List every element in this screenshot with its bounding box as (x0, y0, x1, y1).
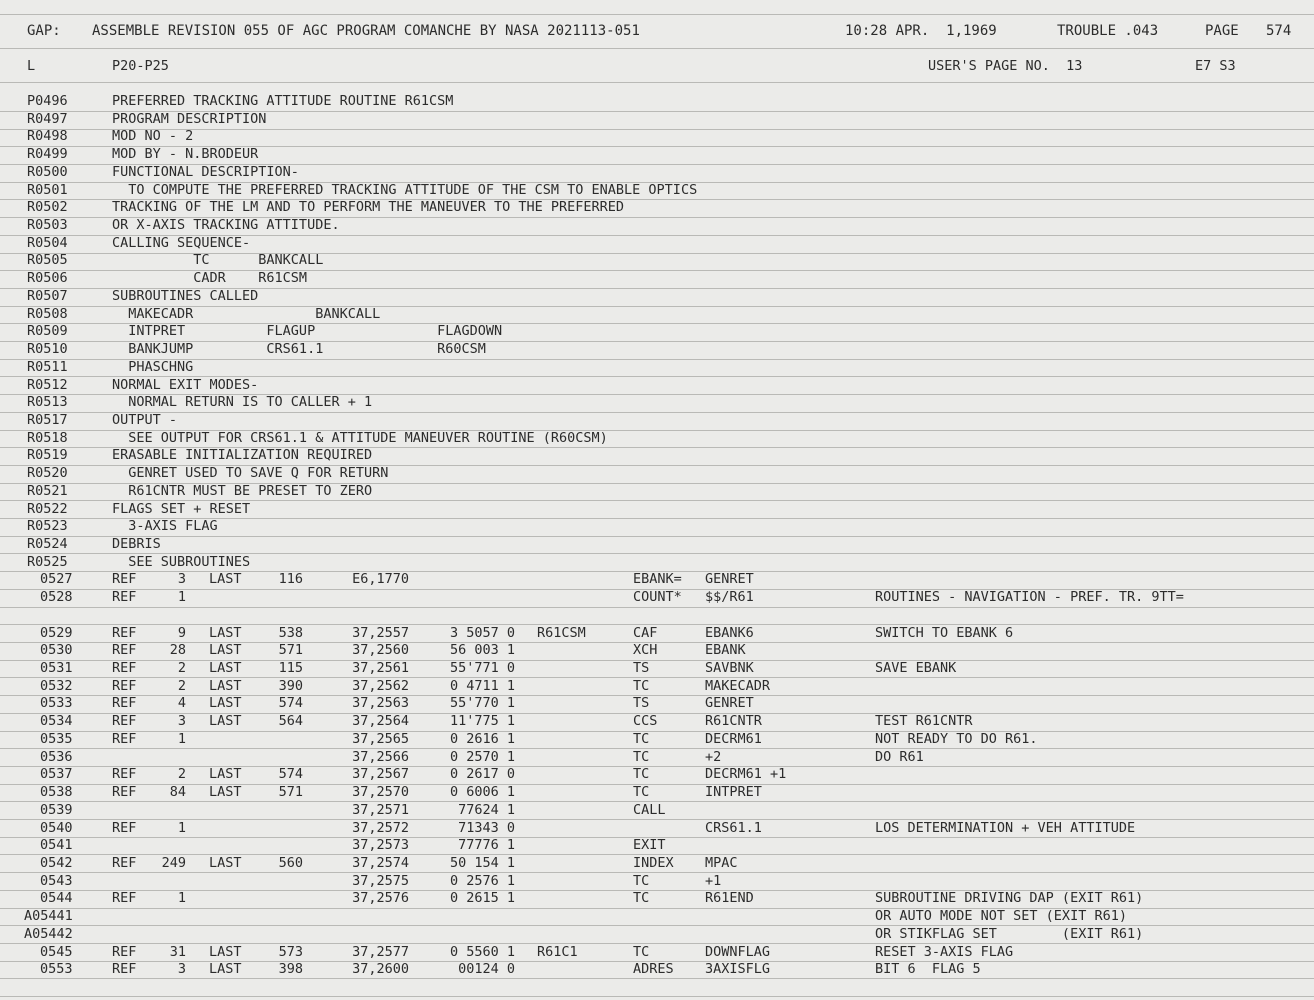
description-line (0, 216, 1314, 234)
label: R61CSM (537, 624, 586, 641)
object-code: 00124 0 (458, 961, 515, 978)
line-number: R0523 (27, 518, 68, 535)
line-number: 0534 (40, 713, 73, 730)
comment: OR STIKFLAG SET (EXIT R61) (875, 925, 1144, 942)
code-line (0, 872, 1314, 890)
address: 37,2565 (352, 730, 409, 747)
line-text: CADR R61CSM (112, 270, 308, 287)
last-line: 574 (278, 766, 303, 783)
line-number: R0524 (27, 536, 68, 552)
ref-count: 3 (177, 571, 186, 588)
subheader-section: P20-P25 (112, 58, 169, 74)
line-number: R0506 (27, 270, 68, 287)
address: 37,2572 (352, 819, 409, 836)
operand: GENRET (705, 571, 754, 588)
code-line (0, 641, 1314, 659)
last-keyword: LAST (209, 695, 242, 712)
operand: DECRM61 +1 (705, 766, 787, 783)
comment: SWITCH TO EBANK 6 (875, 624, 1014, 641)
ruled-line (0, 14, 1314, 15)
opcode: TC (633, 890, 650, 907)
ref-count: 28 (169, 642, 186, 659)
operand: DOWNFLAG (705, 943, 771, 960)
code-line (0, 588, 1314, 606)
code-line (0, 765, 1314, 783)
description-line (0, 517, 1314, 535)
address: 37,2562 (352, 677, 409, 694)
ref-count: 9 (177, 624, 186, 641)
ref-keyword: REF (112, 854, 137, 871)
line-number: 0538 (40, 784, 73, 801)
opcode: TC (633, 748, 650, 765)
description-line (0, 305, 1314, 323)
operand: +2 (705, 748, 722, 765)
line-text: TC BANKCALL (112, 252, 324, 269)
ruled-line (0, 996, 1314, 997)
comment: OR AUTO MODE NOT SET (EXIT R61) (875, 908, 1127, 925)
opcode: INDEX (633, 854, 674, 871)
description-line (0, 163, 1314, 181)
ref-keyword: REF (112, 642, 137, 659)
line-number: R0508 (27, 305, 68, 322)
ref-keyword: REF (112, 784, 137, 801)
code-line (0, 960, 1314, 978)
ruled-line (0, 607, 1314, 608)
line-number: A05442 (24, 925, 73, 942)
header-page-number: 574 (1266, 23, 1292, 39)
description-line (0, 234, 1314, 252)
last-keyword: LAST (209, 713, 242, 730)
last-keyword: LAST (209, 624, 242, 641)
object-code: 55'770 1 (449, 695, 515, 712)
code-line (0, 677, 1314, 695)
line-number: R0507 (27, 287, 68, 304)
last-keyword: LAST (209, 571, 242, 588)
code-line (0, 694, 1314, 712)
code-line (0, 659, 1314, 677)
code-line (0, 783, 1314, 801)
opcode: CALL (633, 801, 666, 818)
comment: ROUTINES - NAVIGATION - PREF. TR. 9TT= (875, 589, 1184, 606)
last-line: 560 (278, 854, 303, 871)
ref-keyword: REF (112, 571, 137, 588)
line-number: R0522 (27, 500, 68, 517)
line-number: 0532 (40, 677, 73, 694)
description-line (0, 535, 1314, 553)
ref-count: 2 (177, 677, 186, 694)
comment: BIT 6 FLAG 5 (875, 961, 981, 978)
object-code: 0 2576 1 (449, 872, 515, 889)
object-code: 50 154 1 (449, 854, 515, 871)
last-line: 115 (278, 660, 303, 677)
line-text: PROGRAM DESCRIPTION (112, 110, 267, 127)
line-number: R0521 (27, 482, 68, 499)
operand: DECRM61 (705, 730, 762, 747)
description-line (0, 251, 1314, 269)
description-line (0, 198, 1314, 216)
line-text: R61CNTR MUST BE PRESET TO ZERO (112, 482, 373, 499)
opcode: TC (633, 766, 650, 783)
line-number: R0504 (27, 234, 68, 251)
page-header (0, 22, 1314, 40)
opcode: TC (633, 943, 650, 960)
opcode: TC (633, 784, 650, 801)
line-number: R0510 (27, 341, 68, 358)
line-text: BANKJUMP CRS61.1 R60CSM (112, 341, 486, 358)
ref-count: 249 (161, 854, 186, 871)
code-line (0, 712, 1314, 730)
line-number: R0512 (27, 376, 68, 393)
line-number: 0541 (40, 837, 73, 854)
address: E6,1770 (352, 571, 409, 588)
operand: SAVBNK (705, 660, 754, 677)
line-number: P0496 (27, 93, 68, 109)
line-text: TRACKING OF THE LM AND TO PERFORM THE MANEUVER TO THE PREFERRED (112, 199, 625, 216)
address: 37,2561 (352, 660, 409, 677)
page-subheader (0, 57, 1314, 75)
ruled-line (0, 82, 1314, 83)
ref-count: 1 (177, 730, 186, 747)
line-number: R0517 (27, 411, 68, 428)
address: 37,2566 (352, 748, 409, 765)
line-number: 0527 (40, 571, 73, 588)
ref-keyword: REF (112, 819, 137, 836)
line-text: OR X-AXIS TRACKING ATTITUDE. (112, 217, 340, 234)
line-number: R0509 (27, 323, 68, 340)
comment: LOS DETERMINATION + VEH ATTITUDE (875, 819, 1136, 836)
object-code: 0 2615 1 (449, 890, 515, 907)
line-number: A05441 (24, 908, 73, 925)
description-line (0, 181, 1314, 199)
line-text: MAKECADR BANKCALL (112, 305, 381, 322)
code-line (0, 925, 1314, 943)
line-text: FUNCTIONAL DESCRIPTION- (112, 163, 299, 180)
ref-keyword: REF (112, 660, 137, 677)
object-code: 71343 0 (458, 819, 515, 836)
operand: INTPRET (705, 784, 762, 801)
opcode: EBANK= (633, 571, 682, 588)
opcode: ADRES (633, 961, 674, 978)
line-text: SEE SUBROUTINES (112, 553, 251, 570)
operand: +1 (705, 872, 722, 889)
line-number: 0528 (40, 589, 73, 606)
opcode: TS (633, 695, 650, 712)
object-code: 55'771 0 (449, 660, 515, 677)
address: 37,2560 (352, 642, 409, 659)
line-text: OUTPUT - (112, 411, 178, 428)
object-code: 77624 1 (458, 801, 515, 818)
last-keyword: LAST (209, 642, 242, 659)
object-code: 0 4711 1 (449, 677, 515, 694)
description-line (0, 553, 1314, 571)
object-code: 3 5057 0 (449, 624, 515, 641)
last-line: 573 (278, 943, 303, 960)
opcode: XCH (633, 642, 658, 659)
ref-keyword: REF (112, 695, 137, 712)
line-text: TO COMPUTE THE PREFERRED TRACKING ATTITUDE OF THE CSM TO ENABLE OPTICS (112, 181, 698, 198)
operand: EBANK6 (705, 624, 754, 641)
ref-count: 3 (177, 713, 186, 730)
operand: MAKECADR (705, 677, 771, 694)
ruled-line (0, 48, 1314, 49)
operand: 3AXISFLG (705, 961, 771, 978)
opcode: TC (633, 872, 650, 889)
line-text: DEBRIS (112, 536, 161, 552)
comment: NOT READY TO DO R61. (875, 730, 1038, 747)
ref-keyword: REF (112, 624, 137, 641)
line-text: ERASABLE INITIALIZATION REQUIRED (112, 447, 373, 464)
line-number: R0502 (27, 199, 68, 216)
description-line (0, 287, 1314, 305)
comment: DO R61 (875, 748, 924, 765)
address: 37,2570 (352, 784, 409, 801)
line-number: 0533 (40, 695, 73, 712)
ref-count: 1 (177, 890, 186, 907)
line-number: R0497 (27, 110, 68, 127)
address: 37,2567 (352, 766, 409, 783)
header-datetime: 10:28 APR. 1,1969 (845, 23, 997, 39)
opcode: CAF (633, 624, 658, 641)
description-line (0, 127, 1314, 145)
description-line (0, 482, 1314, 500)
line-number: R0513 (27, 394, 68, 411)
opcode: TC (633, 677, 650, 694)
line-number: 0531 (40, 660, 73, 677)
description-line (0, 446, 1314, 464)
code-line (0, 854, 1314, 872)
last-line: 538 (278, 624, 303, 641)
comment: TEST R61CNTR (875, 713, 973, 730)
ref-keyword: REF (112, 766, 137, 783)
description-line (0, 92, 1314, 110)
comment: SAVE EBANK (875, 660, 957, 677)
line-text: INTPRET FLAGUP FLAGDOWN (112, 323, 503, 340)
object-code: 0 2617 0 (449, 766, 515, 783)
operand: CRS61.1 (705, 819, 762, 836)
last-line: 390 (278, 677, 303, 694)
description-line (0, 340, 1314, 358)
last-keyword: LAST (209, 854, 242, 871)
code-line (0, 889, 1314, 907)
line-text: PREFERRED TRACKING ATTITUDE ROUTINE R61CSM (112, 93, 454, 109)
last-keyword: LAST (209, 784, 242, 801)
comment: SUBROUTINE DRIVING DAP (EXIT R61) (875, 890, 1144, 907)
object-code: 0 5560 1 (449, 943, 515, 960)
description-line (0, 411, 1314, 429)
line-text: SEE OUTPUT FOR CRS61.1 & ATTITUDE MANEUVER ROUTINE (R60CSM) (112, 429, 608, 446)
description-line (0, 393, 1314, 411)
header-trouble: TROUBLE .043 (1057, 23, 1159, 39)
operand: EBANK (705, 642, 746, 659)
ref-count: 2 (177, 660, 186, 677)
address: 37,2577 (352, 943, 409, 960)
code-line (0, 730, 1314, 748)
line-number: R0498 (27, 128, 68, 145)
line-text: NORMAL RETURN IS TO CALLER + 1 (112, 394, 373, 411)
ref-count: 1 (177, 819, 186, 836)
operand: $$/R61 (705, 589, 754, 606)
description-line (0, 464, 1314, 482)
address: 37,2600 (352, 961, 409, 978)
line-text: MOD BY - N.BRODEUR (112, 146, 259, 163)
line-number: 0545 (40, 943, 73, 960)
line-number: 0529 (40, 624, 73, 641)
last-line: 116 (278, 571, 303, 588)
line-number: R0500 (27, 163, 68, 180)
line-number: R0518 (27, 429, 68, 446)
line-text: 3-AXIS FLAG (112, 518, 218, 535)
ref-keyword: REF (112, 943, 137, 960)
code-line (0, 570, 1314, 588)
subheader-code: E7 S3 (1195, 58, 1236, 74)
ref-keyword: REF (112, 730, 137, 747)
description-line (0, 322, 1314, 340)
line-text: FLAGS SET + RESET (112, 500, 251, 517)
last-keyword: LAST (209, 961, 242, 978)
line-number: 0535 (40, 730, 73, 747)
line-number: R0525 (27, 553, 68, 570)
ref-keyword: REF (112, 677, 137, 694)
line-number: R0503 (27, 217, 68, 234)
line-number: 0544 (40, 890, 73, 907)
last-line: 564 (278, 713, 303, 730)
description-line (0, 110, 1314, 128)
last-keyword: LAST (209, 943, 242, 960)
address: 37,2557 (352, 624, 409, 641)
address: 37,2574 (352, 854, 409, 871)
operand: R61CNTR (705, 713, 762, 730)
last-keyword: LAST (209, 677, 242, 694)
line-number: 0543 (40, 872, 73, 889)
code-line (0, 907, 1314, 925)
opcode: EXIT (633, 837, 666, 854)
line-text: CALLING SEQUENCE- (112, 234, 251, 251)
line-number: R0519 (27, 447, 68, 464)
address: 37,2571 (352, 801, 409, 818)
label: R61C1 (537, 943, 578, 960)
description-line (0, 269, 1314, 287)
code-line (0, 819, 1314, 837)
line-number: 0530 (40, 642, 73, 659)
opcode: COUNT* (633, 589, 682, 606)
comment: RESET 3-AXIS FLAG (875, 943, 1014, 960)
last-line: 398 (278, 961, 303, 978)
line-number: R0520 (27, 465, 68, 482)
ref-keyword: REF (112, 961, 137, 978)
address: 37,2563 (352, 695, 409, 712)
ref-count: 2 (177, 766, 186, 783)
header-title: ASSEMBLE REVISION 055 OF AGC PROGRAM COMANCHE BY NASA 2021113-051 (92, 23, 640, 39)
address: 37,2575 (352, 872, 409, 889)
description-line (0, 358, 1314, 376)
ref-count: 84 (169, 784, 186, 801)
address: 37,2564 (352, 713, 409, 730)
code-line (0, 624, 1314, 642)
code-line (0, 836, 1314, 854)
object-code: 0 2616 1 (449, 730, 515, 747)
opcode: CCS (633, 713, 658, 730)
operand: MPAC (705, 854, 738, 871)
line-text: SUBROUTINES CALLED (112, 287, 259, 304)
ref-keyword: REF (112, 589, 137, 606)
ref-keyword: REF (112, 713, 137, 730)
code-line (0, 748, 1314, 766)
opcode: TC (633, 730, 650, 747)
description-line (0, 500, 1314, 518)
object-code: 56 003 1 (449, 642, 515, 659)
object-code: 77776 1 (458, 837, 515, 854)
last-keyword: LAST (209, 766, 242, 783)
line-text: PHASCHNG (112, 358, 194, 375)
address: 37,2576 (352, 890, 409, 907)
description-line (0, 429, 1314, 447)
object-code: 0 6006 1 (449, 784, 515, 801)
line-number: R0499 (27, 146, 68, 163)
line-text: GENRET USED TO SAVE Q FOR RETURN (112, 465, 389, 482)
code-line (0, 801, 1314, 819)
line-number: R0511 (27, 358, 68, 375)
operand: GENRET (705, 695, 754, 712)
line-text: NORMAL EXIT MODES- (112, 376, 259, 393)
line-number: R0501 (27, 181, 68, 198)
description-line (0, 145, 1314, 163)
line-text: MOD NO - 2 (112, 128, 194, 145)
address: 37,2573 (352, 837, 409, 854)
object-code: 11'775 1 (449, 713, 515, 730)
line-number: 0553 (40, 961, 73, 978)
ref-count: 4 (177, 695, 186, 712)
ref-count: 3 (177, 961, 186, 978)
last-line: 571 (278, 642, 303, 659)
last-line: 574 (278, 695, 303, 712)
last-keyword: LAST (209, 660, 242, 677)
header-prefix: GAP: (27, 23, 61, 39)
opcode: TS (633, 660, 650, 677)
ref-count: 31 (169, 943, 186, 960)
line-number: 0542 (40, 854, 73, 871)
subheader-users-page: USER'S PAGE NO. 13 (928, 58, 1083, 74)
last-line: 571 (278, 784, 303, 801)
line-number: 0539 (40, 801, 73, 818)
operand: R61END (705, 890, 754, 907)
description-line (0, 376, 1314, 394)
object-code: 0 2570 1 (449, 748, 515, 765)
line-number: 0536 (40, 748, 73, 765)
ref-keyword: REF (112, 890, 137, 907)
ref-count: 1 (177, 589, 186, 606)
line-number: 0540 (40, 819, 73, 836)
header-page-label: PAGE (1205, 23, 1239, 39)
line-number: 0537 (40, 766, 73, 783)
subheader-l: L (27, 58, 36, 74)
line-number: R0505 (27, 252, 68, 269)
code-line (0, 943, 1314, 961)
